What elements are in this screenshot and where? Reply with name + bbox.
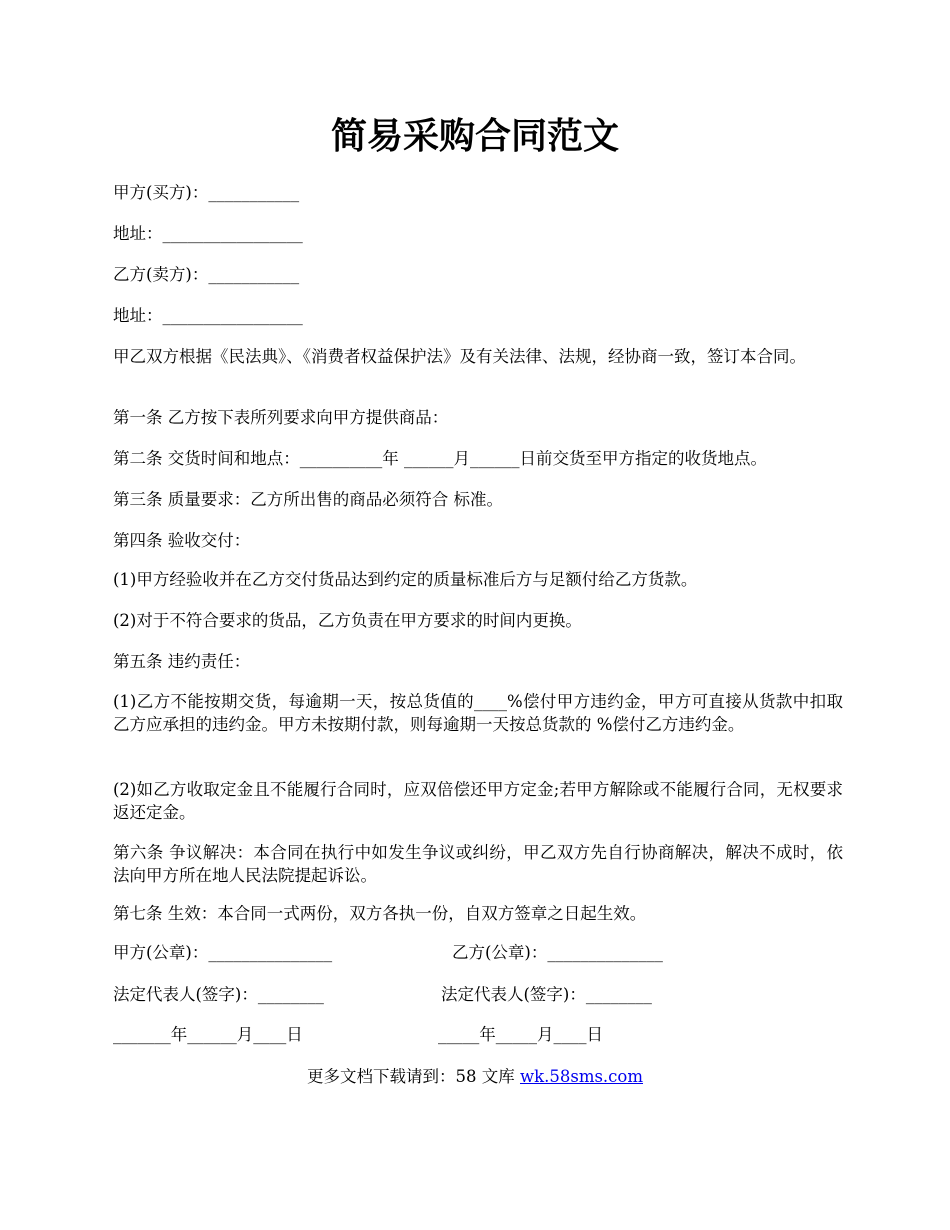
article-3: 第三条 质量要求：乙方所出售的商品必须符合 标准。 <box>113 490 503 509</box>
footer-text: 更多文档下载请到：58 文库 <box>306 1067 520 1086</box>
article-5-item-2: (2)如乙方收取定金且不能履行合同时，应双倍偿还甲方定金;若甲方解除或不能履行合同，无权要求返还定金。 <box>113 780 843 822</box>
footer-link[interactable]: wk.58sms.com <box>519 1067 643 1086</box>
footer <box>0 1065 950 1088</box>
party-a-date-line: _______年______月____日 <box>113 1025 303 1044</box>
article-4-item-2: (2)对于不符合要求的货品，乙方负责在甲方要求的时间内更换。 <box>113 611 582 630</box>
article-1: 第一条 乙方按下表所列要求向甲方提供商品： <box>113 408 449 427</box>
party-b-date-line: _____年_____月____日 <box>438 1025 603 1044</box>
party-b-representative-line: 法定代表人(签字)：________ <box>441 985 652 1004</box>
article-4-heading: 第四条 验收交付： <box>113 531 251 550</box>
article-2: 第二条 交货时间和地点：__________年 ______月______日前交货至甲方指定的收货地点。 <box>113 449 767 468</box>
article-5-heading: 第五条 违约责任： <box>113 652 251 671</box>
party-a-buyer-line: 甲方(买方)：___________ <box>113 183 300 202</box>
party-b-address-line: 地址：_________________ <box>113 306 303 325</box>
document-title: 简易采购合同范文 <box>330 115 619 157</box>
preamble-paragraph: 甲乙双方根据《民法典》、《消费者权益保护法》及有关法律、法规，经协商一致，签订本合同。 <box>113 347 806 366</box>
party-a-address-line: 地址：_________________ <box>113 224 303 243</box>
article-6: 第六条 争议解决：本合同在执行中如发生争议或纠纷，甲乙双方先自行协商解决，解决不成时，依法向甲方所在地人民法院提起诉讼。 <box>113 843 843 885</box>
article-5-item-1: (1)乙方不能按期交货，每逾期一天，按总货值的____%偿付甲方违约金，甲方可直接从货款中扣取乙方应承担的违约金。甲方未按期付款，则每逾期一天按总货款的 %偿付乙方违约金。 <box>113 692 843 734</box>
party-a-representative-line: 法定代表人(签字)：________ <box>113 985 324 1004</box>
party-a-seal-line: 甲方(公章)：_______________ <box>113 943 333 962</box>
party-b-seller-line: 乙方(卖方)：___________ <box>113 265 300 284</box>
article-4-item-1: (1)甲方经验收并在乙方交付货品达到约定的质量标准后方与足额付给乙方货款。 <box>113 570 698 589</box>
article-7: 第七条 生效：本合同一式两份，双方各执一份，自双方签章之日起生效。 <box>113 904 647 923</box>
party-b-seal-line: 乙方(公章)：______________ <box>452 943 663 962</box>
